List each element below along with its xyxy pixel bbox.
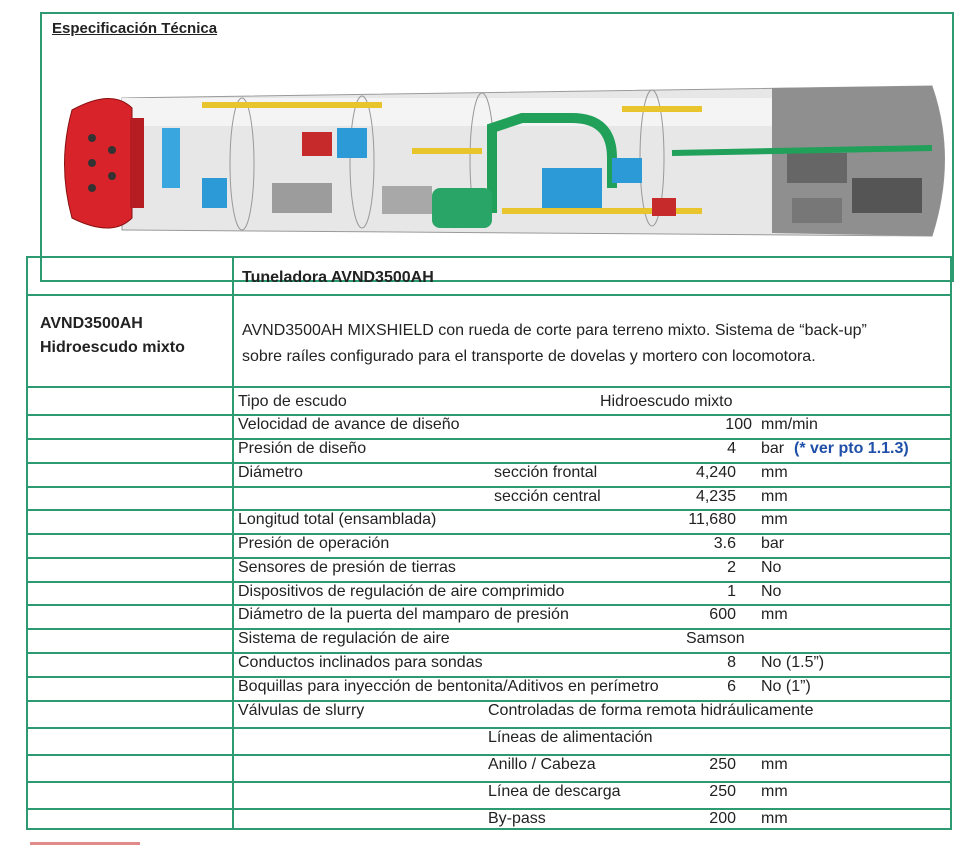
row-divider xyxy=(28,533,950,535)
spec-unit: bar xyxy=(761,440,785,457)
spec-unit: No (1.5”) xyxy=(761,654,825,671)
page-edge-mark xyxy=(30,842,140,845)
model-description-line2: sobre raíles configurado para el transporte de dovelas y mortero con locomotora. xyxy=(242,348,816,365)
spec-label: Dispositivos de regulación de aire comprimido xyxy=(238,583,565,600)
spec-label: Longitud total (ensamblada) xyxy=(238,511,437,528)
spec-value: 8 xyxy=(727,654,736,671)
row-divider xyxy=(28,462,950,464)
model-name: AVND3500AH xyxy=(40,315,143,332)
spec-label: Sensores de presión de tierras xyxy=(238,559,456,576)
spec-value: 2 xyxy=(727,559,736,576)
spec-value: 200 xyxy=(709,810,736,827)
specification-table xyxy=(26,256,952,830)
spec-sublabel: Líneas de alimentación xyxy=(488,729,653,746)
spec-label: Boquillas para inyección de bentonita/Aditivos en perímetro xyxy=(238,678,659,695)
spec-label: Tipo de escudo xyxy=(238,393,347,410)
spec-unit: mm xyxy=(761,511,788,528)
spec-unit: No xyxy=(761,559,782,576)
illustration-frame xyxy=(40,12,954,282)
spec-unit: No (1”) xyxy=(761,678,811,695)
spec-unit: bar xyxy=(761,535,785,552)
spec-value: 11,680 xyxy=(688,511,736,528)
tunnel-boring-machine-illustration xyxy=(52,58,952,258)
spec-value: 1 xyxy=(727,583,736,600)
spec-unit: mm/min xyxy=(761,416,818,433)
row-divider xyxy=(28,386,950,388)
column-divider xyxy=(232,258,234,828)
spec-value: Hidroescudo mixto xyxy=(600,393,733,410)
spec-unit: mm xyxy=(761,810,788,827)
spec-sublabel: Línea de descarga xyxy=(488,783,621,800)
spec-unit: mm xyxy=(761,606,788,623)
spec-value: 100 xyxy=(725,416,752,433)
spec-unit: mm xyxy=(761,464,788,481)
model-type: Hidroescudo mixto xyxy=(40,339,185,356)
row-divider xyxy=(28,486,950,488)
spec-label: Diámetro xyxy=(238,464,303,481)
spec-unit: mm xyxy=(761,783,788,800)
row-divider xyxy=(28,294,950,296)
spec-sublabel: sección frontal xyxy=(494,464,598,481)
spec-label: Presión de operación xyxy=(238,535,390,552)
spec-sublabel: Controladas de forma remota hidráulicamente xyxy=(488,702,814,719)
spec-value: 4,240 xyxy=(695,464,736,481)
page-title: Especificación Técnica xyxy=(52,20,218,37)
row-divider xyxy=(28,628,950,630)
spec-value: Samson xyxy=(686,630,745,647)
spec-value: 250 xyxy=(709,756,736,773)
spec-label: Presión de diseño xyxy=(238,440,367,457)
spec-value: 3.6 xyxy=(713,535,736,552)
spec-value: 250 xyxy=(709,783,736,800)
spec-label: Sistema de regulación de aire xyxy=(238,630,450,647)
spec-sublabel: sección central xyxy=(494,488,601,505)
spec-value: 6 xyxy=(727,678,736,695)
spec-sublabel: By-pass xyxy=(488,810,546,827)
spec-unit: mm xyxy=(761,756,788,773)
row-divider xyxy=(28,557,950,559)
spec-sublabel: Anillo / Cabeza xyxy=(488,756,596,773)
spec-unit: No xyxy=(761,583,782,600)
model-description-line1: AVND3500AH MIXSHIELD con rueda de corte para terreno mixto. Sistema de “back-up” xyxy=(242,322,867,339)
spec-note: (* ver pto 1.1.3) xyxy=(794,440,909,457)
spec-value: 600 xyxy=(709,606,736,623)
spec-label: Válvulas de slurry xyxy=(238,702,365,719)
spec-label: Diámetro de la puerta del mamparo de presión xyxy=(238,606,569,623)
spec-label: Velocidad de avance de diseño xyxy=(238,416,460,433)
spec-unit: mm xyxy=(761,488,788,505)
model-header: Tuneladora AVND3500AH xyxy=(242,269,434,286)
row-divider xyxy=(28,509,950,511)
spec-label: Conductos inclinados para sondas xyxy=(238,654,483,671)
spec-value: 4,235 xyxy=(695,488,736,505)
spec-value: 4 xyxy=(727,440,736,457)
